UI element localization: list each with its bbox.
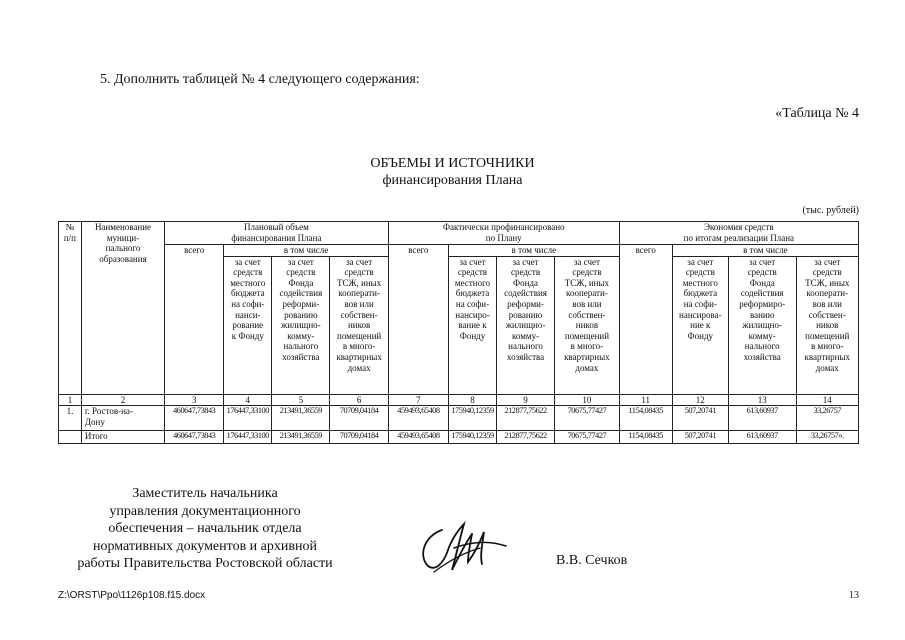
intro-paragraph: 5. Дополнить таблицей № 4 следующего содержания:	[100, 72, 420, 87]
header-econ-total: всего	[619, 245, 672, 395]
signer-name: В.В. Сечков	[556, 553, 628, 568]
cell-value: 1154,08435	[619, 431, 672, 444]
col-index: 3	[165, 394, 224, 406]
cell-value: 507,20741	[672, 431, 728, 444]
header-plan-fund: за счет средств Фонда содействия реформи- рованию жилищно- комму- нального хозяйства	[272, 256, 330, 394]
col-index: 2	[81, 394, 164, 406]
header-econ-fund: за счет средств Фонда содействия реформиро- ванию жилищно- комму- нального хозяйства	[728, 256, 796, 394]
table-row	[59, 406, 859, 431]
cell-value: 33,26757».	[796, 431, 859, 444]
financing-table	[58, 221, 859, 444]
table-row-total	[59, 431, 859, 444]
header-plan-total: всего	[165, 245, 224, 395]
header-econ-group: Экономия средств по итогам реализации Плана	[619, 222, 858, 245]
cell-value: 70709,04184	[330, 406, 388, 431]
col-index: 4	[224, 394, 272, 406]
header-econ-tszh: за счет средств ТСЖ, иных кооперати- вов или собствен- ников помещений в много- квартирных домах	[796, 256, 859, 394]
header-econ-local: за счет средств местного бюджета на софи- нансирова- ние к Фонду	[672, 256, 728, 394]
col-index: 7	[388, 394, 448, 406]
cell-value: 459493,65408	[388, 431, 448, 444]
col-index: 13	[728, 394, 796, 406]
col-index: 11	[619, 394, 672, 406]
col-index: 10	[555, 394, 620, 406]
cell-value: 175940,12359	[449, 406, 497, 431]
handwritten-signature	[410, 512, 520, 582]
table-title	[0, 155, 905, 189]
cell-value: 507,20741	[672, 406, 728, 431]
page-number: 13	[849, 590, 859, 601]
cell-value: 176447,33100	[224, 406, 272, 431]
cell-value: 70675,77427	[555, 431, 620, 444]
cell-value: 70675,77427	[555, 406, 620, 431]
cell-value: 213491,36559	[272, 431, 330, 444]
col-index: 12	[672, 394, 728, 406]
row-name: г. Ростов-на- Дону	[81, 406, 164, 431]
cell-value: 460647,73843	[165, 406, 224, 431]
units-label: (тыс. рублей)	[802, 205, 859, 216]
cell-value: 213491,36559	[272, 406, 330, 431]
header-fact-group: Фактически профинансировано по Плану	[388, 222, 619, 245]
header-plan-group: Плановый объем финансирования Плана	[165, 222, 389, 245]
header-econ-inthat: в том числе	[672, 245, 858, 257]
signatory-position: Заместитель начальника управления документационного обеспечения – начальник отдела нормативных документов и архивной работы Правительства Ростовской области	[77, 486, 333, 571]
row-no: 1.	[59, 406, 82, 431]
table-label: «Таблица № 4	[775, 106, 859, 121]
header-fact-inthat: в том числе	[449, 245, 620, 257]
cell-value: 460647,73843	[165, 431, 224, 444]
col-index: 9	[496, 394, 554, 406]
header-no: № п/п	[59, 222, 82, 395]
cell-value: 212877,75622	[496, 406, 554, 431]
file-path-footer: Z:\ORST\Ppo\1126p108.f15.docx	[58, 590, 206, 601]
cell-value: 33,26757	[796, 406, 859, 431]
cell-value: 459493,65408	[388, 406, 448, 431]
col-index: 1	[59, 394, 82, 406]
header-plan-inthat: в том числе	[224, 245, 388, 257]
header-fact-fund: за счет средств Фонда содействия реформи- рованию жилищно- комму- нального хозяйства	[496, 256, 554, 394]
col-index: 14	[796, 394, 859, 406]
col-index: 6	[330, 394, 388, 406]
col-index: 8	[449, 394, 497, 406]
header-fact-total: всего	[388, 245, 448, 395]
cell-value: 613,60937	[728, 406, 796, 431]
title-line-1: ОБЪЕМЫ И ИСТОЧНИКИ	[370, 156, 535, 171]
header-name: Наименование муници- пального образования	[81, 222, 164, 395]
cell-value: 212877,75622	[496, 431, 554, 444]
cell-value: 1154,08435	[619, 406, 672, 431]
header-fact-tszh: за счет средств ТСЖ, иных кооперати- вов или собствен- ников помещений в много- квартирных домах	[555, 256, 620, 394]
title-line-2: финансирования Плана	[382, 173, 523, 188]
col-index: 5	[272, 394, 330, 406]
header-fact-local: за счет средств местного бюджета на софи- нансиро- вание к Фонду	[449, 256, 497, 394]
cell-value: 70709,04184	[330, 431, 388, 444]
cell-value: 176447,33100	[224, 431, 272, 444]
cell-value: 613,60937	[728, 431, 796, 444]
row-no	[59, 431, 82, 444]
header-plan-local: за счет средств местного бюджета на софи- нанси- рование к Фонду	[224, 256, 272, 394]
header-plan-tszh: за счет средств ТСЖ, иных кооперати- вов или собствен- ников помещений в много- квартирных домах	[330, 256, 388, 394]
cell-value: 175940,12359	[449, 431, 497, 444]
row-name: Итого	[81, 431, 164, 444]
